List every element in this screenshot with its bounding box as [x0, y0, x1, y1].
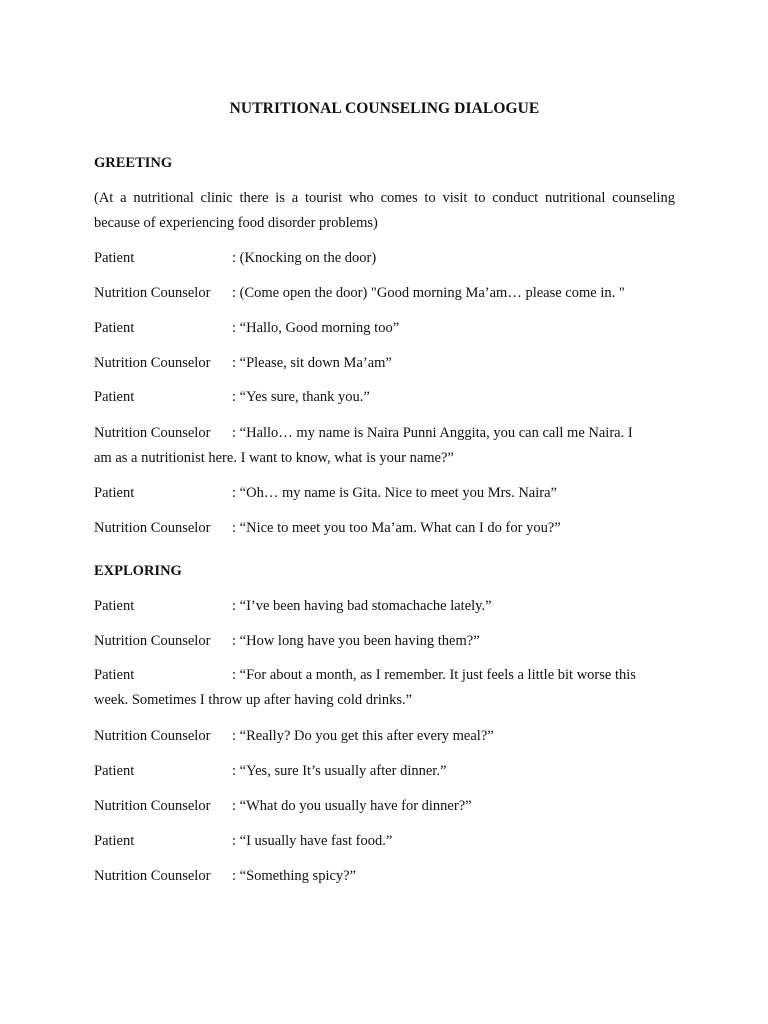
dialogue-text: (Knocking on the door): [239, 250, 377, 266]
separator: :: [232, 868, 237, 884]
speaker-label: Patient: [94, 598, 135, 614]
dialogue-text: “Oh… my name is Gita. Nice to meet you Mrs. Naira”: [239, 485, 557, 501]
speaker-label: Patient: [94, 667, 135, 683]
dialogue-line: [94, 629, 675, 654]
dialogue-text: “For about a month, as I remember. It just feels a little bit worse this: [239, 667, 636, 683]
separator: :: [232, 633, 237, 649]
dialogue-line: [94, 316, 675, 341]
dialogue-text: “What do you usually have for dinner?”: [239, 798, 472, 814]
dialogue-continuation: am as a nutritionist here. I want to know, what is your name?”: [94, 450, 454, 466]
separator: :: [232, 598, 237, 614]
separator: :: [232, 485, 237, 501]
dialogue-text: “Something spicy?”: [239, 868, 357, 884]
speaker-label: Patient: [94, 320, 135, 336]
dialogue-line: [94, 246, 675, 271]
speaker-label: Nutrition Counselor: [94, 355, 211, 371]
dialogue-line: [94, 385, 675, 410]
dialogue-text: “Hallo… my name is Naira Punni Anggita, you can call me Naira. I: [239, 425, 633, 441]
document-title: NUTRITIONAL COUNSELING DIALOGUE: [229, 100, 540, 117]
speaker-label: Patient: [94, 485, 135, 501]
speaker-label: Nutrition Counselor: [94, 285, 211, 301]
dialogue-text: “Yes sure, thank you.”: [239, 389, 370, 405]
separator: :: [232, 285, 237, 301]
dialogue-text: “Yes, sure It’s usually after dinner.”: [239, 763, 447, 779]
dialogue-line: [94, 663, 675, 688]
separator: :: [232, 798, 237, 814]
speaker-label: Nutrition Counselor: [94, 633, 211, 649]
dialogue-line: [94, 759, 675, 784]
dialogue-text: “I’ve been having bad stomachache lately.”: [239, 598, 492, 614]
dialogue-line: [94, 594, 675, 619]
dialogue-text: “Hallo, Good morning too”: [239, 320, 400, 336]
dialogue-text: (Come open the door) "Good morning Ma’am… please come in. ": [239, 285, 625, 301]
speaker-label: Nutrition Counselor: [94, 425, 211, 441]
dialogue-text: “I usually have fast food.”: [239, 833, 393, 849]
dialogue-line: [94, 829, 675, 854]
separator: :: [232, 355, 237, 371]
dialogue-text: “Really? Do you get this after every meal?”: [239, 728, 494, 744]
speaker-label: Nutrition Counselor: [94, 520, 211, 536]
separator: :: [232, 833, 237, 849]
dialogue-text: “Please, sit down Ma’am”: [239, 355, 392, 371]
separator: :: [232, 320, 237, 336]
dialogue-line: [94, 794, 675, 819]
separator: :: [232, 425, 237, 441]
speaker-label: Patient: [94, 250, 135, 266]
intro-paragraph: (At a nutritional clinic there is a tourist who comes to visit to conduct nutritional counseling because of experiencing food disorder problems): [94, 190, 675, 231]
separator: :: [232, 389, 237, 405]
dialogue-line: [94, 281, 675, 306]
dialogue-line: [94, 481, 675, 506]
speaker-label: Patient: [94, 833, 135, 849]
separator: :: [232, 728, 237, 744]
separator: :: [232, 763, 237, 779]
dialogue-line: [94, 516, 675, 541]
separator: :: [232, 667, 237, 683]
dialogue-line: [94, 864, 675, 889]
dialogue-line: [94, 724, 675, 749]
dialogue-line: [94, 421, 675, 446]
speaker-label: Nutrition Counselor: [94, 868, 211, 884]
speaker-label: Patient: [94, 763, 135, 779]
dialogue-text: “Nice to meet you too Ma’am. What can I do for you?”: [239, 520, 561, 536]
section-heading-greeting: GREETING: [94, 155, 173, 171]
separator: :: [232, 520, 237, 536]
speaker-label: Patient: [94, 389, 135, 405]
dialogue-continuation: week. Sometimes I throw up after having cold drinks.”: [94, 692, 413, 708]
separator: :: [232, 250, 237, 266]
section-heading-exploring: EXPLORING: [94, 563, 182, 579]
speaker-label: Nutrition Counselor: [94, 728, 211, 744]
dialogue-line: [94, 351, 675, 376]
dialogue-text: “How long have you been having them?”: [239, 633, 480, 649]
speaker-label: Nutrition Counselor: [94, 798, 211, 814]
